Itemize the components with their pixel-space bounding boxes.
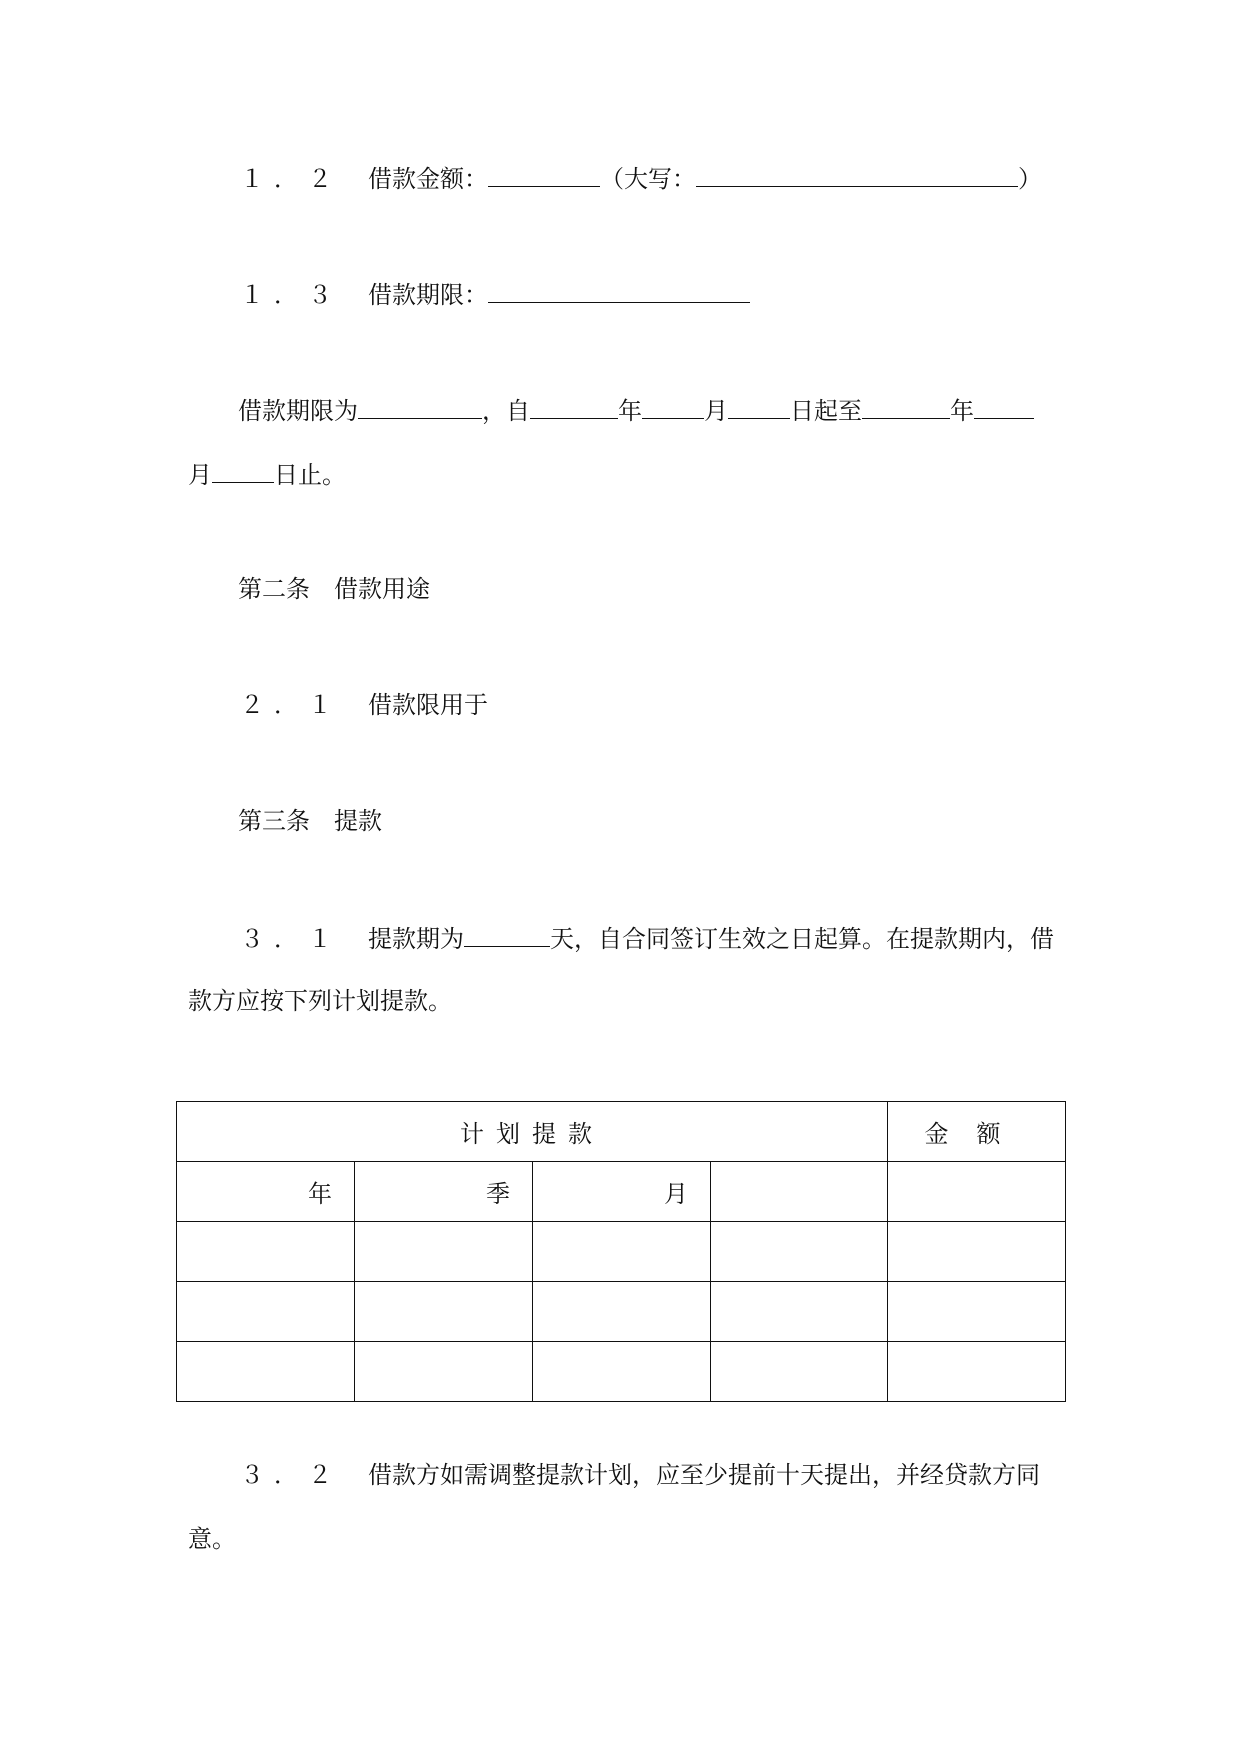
start-year-blank[interactable] <box>530 394 618 419</box>
table-cell[interactable] <box>177 1222 355 1282</box>
table-cell[interactable] <box>888 1222 1066 1282</box>
drawdown-days-blank[interactable] <box>464 922 550 947</box>
clause-text: 借款限用于 <box>368 691 488 719</box>
table-header-row <box>177 1102 1066 1162</box>
table-cell[interactable] <box>711 1162 888 1222</box>
col-season: 季 <box>355 1162 533 1222</box>
term-blank[interactable] <box>488 278 750 303</box>
clause-number: １．３ <box>240 281 342 309</box>
table-subheader-row <box>177 1162 1066 1222</box>
term-text: 年 <box>950 397 974 425</box>
header-plan: 计划提款 <box>177 1102 888 1162</box>
table-row <box>177 1282 1066 1342</box>
uppercase-amount-blank[interactable] <box>696 162 1018 187</box>
table-cell[interactable] <box>888 1162 1066 1222</box>
article-3-title: 第三条 提款 <box>238 807 382 835</box>
clause-label: 借款金额： <box>368 165 488 193</box>
clause-1-2 <box>240 162 1042 194</box>
clause-text: 借款方如需调整提款计划，应至少提前十天提出，并经贷款方同 <box>368 1461 1040 1489</box>
col-year: 年 <box>177 1162 355 1222</box>
term-line-2 <box>188 458 346 490</box>
clause-3-1-line-2: 款方应按下列计划提款。 <box>188 987 452 1015</box>
term-text: 日止。 <box>274 461 346 489</box>
end-year-blank[interactable] <box>862 394 950 419</box>
clause-text: 天，自合同签订生效之日起算。在提款期内，借 <box>550 925 1054 953</box>
uppercase-open: （大写： <box>600 165 696 193</box>
clause-number: ２．１ <box>240 691 342 719</box>
clause-3-2-line-1 <box>240 1460 1040 1490</box>
term-text: 年 <box>618 397 642 425</box>
table-row <box>177 1222 1066 1282</box>
table-cell[interactable] <box>533 1282 711 1342</box>
term-text: ，自 <box>482 397 530 425</box>
article-2-title: 第二条 借款用途 <box>238 575 430 603</box>
drawdown-plan-table <box>176 1101 1066 1402</box>
table-cell[interactable] <box>533 1342 711 1402</box>
clause-text: 提款期为 <box>368 925 464 953</box>
table-cell[interactable] <box>711 1282 888 1342</box>
table-cell[interactable] <box>533 1222 711 1282</box>
col-month: 月 <box>533 1162 711 1222</box>
amount-blank[interactable] <box>488 162 600 187</box>
term-duration-blank[interactable] <box>358 394 482 419</box>
start-day-blank[interactable] <box>728 394 790 419</box>
table-row <box>177 1342 1066 1402</box>
table-cell[interactable] <box>177 1342 355 1402</box>
term-text: 月 <box>704 397 728 425</box>
clause-number: １．２ <box>240 165 342 193</box>
end-day-blank[interactable] <box>212 458 274 483</box>
start-month-blank[interactable] <box>642 394 704 419</box>
term-text: 日起至 <box>790 397 862 425</box>
header-amount: 金额 <box>888 1102 1066 1162</box>
table-cell[interactable] <box>355 1342 533 1402</box>
term-text: 借款期限为 <box>238 397 358 425</box>
end-month-blank[interactable] <box>974 394 1034 419</box>
clause-3-1-line-1 <box>240 922 1054 954</box>
clause-2-1 <box>240 690 488 720</box>
table-cell[interactable] <box>355 1282 533 1342</box>
clause-number: ３．１ <box>240 925 342 953</box>
table-cell[interactable] <box>711 1222 888 1282</box>
term-text: 月 <box>188 461 212 489</box>
table-cell[interactable] <box>355 1222 533 1282</box>
clause-label: 借款期限： <box>368 281 488 309</box>
table-cell[interactable] <box>888 1342 1066 1402</box>
clause-number: ３．２ <box>240 1461 342 1489</box>
table-cell[interactable] <box>177 1282 355 1342</box>
clause-3-2-line-2: 意。 <box>188 1525 236 1553</box>
uppercase-close: ） <box>1018 165 1042 193</box>
term-line-1 <box>238 394 1034 426</box>
table-cell[interactable] <box>711 1342 888 1402</box>
clause-1-3 <box>240 278 750 310</box>
table-cell[interactable] <box>888 1282 1066 1342</box>
